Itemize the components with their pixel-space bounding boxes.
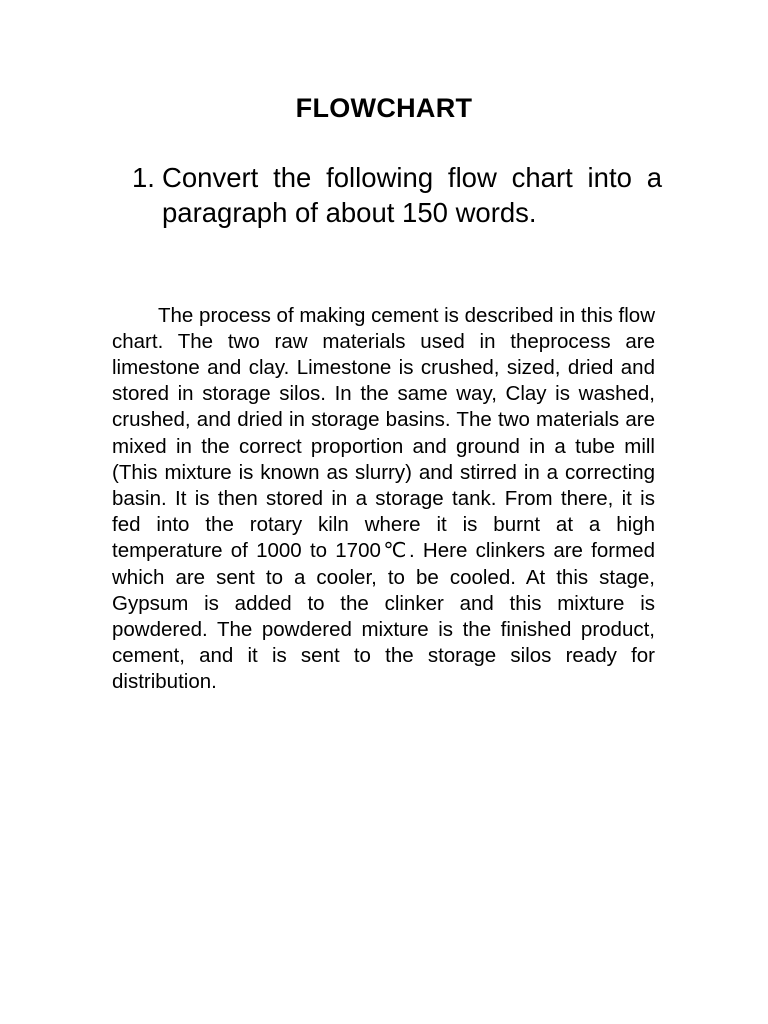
question-number: 1. [132, 162, 155, 193]
question-text: Convert the following flow chart into a paragraph of about 150 words. [162, 162, 662, 228]
page-title: FLOWCHART [295, 93, 473, 123]
question-item [132, 160, 662, 230]
answer-paragraph: The process of making cement is described in this flow chart. The two raw materials used in theprocess are limestone and clay. Limestone is crushed, sized, dried and stored in storage silos. In the same way, Clay is washed, crushed, and dried in storage basins. The two materials are mixed in the correct proportion and ground in a tube mill (This mixture is known as slurry) and stirred in a correcting basin. It is then stored in a storage tank. From there, it is fed into the rotary kiln where it is burnt at a high temperature of 1000 to 1700℃. Here clinkers are formed which are sent to a cooler, to be cooled. At this stage, Gypsum is added to the clinker and this mixture is powdered. The powdered mixture is the finished product, cement, and it is sent to the storage silos ready for distribution. [112, 303, 655, 694]
